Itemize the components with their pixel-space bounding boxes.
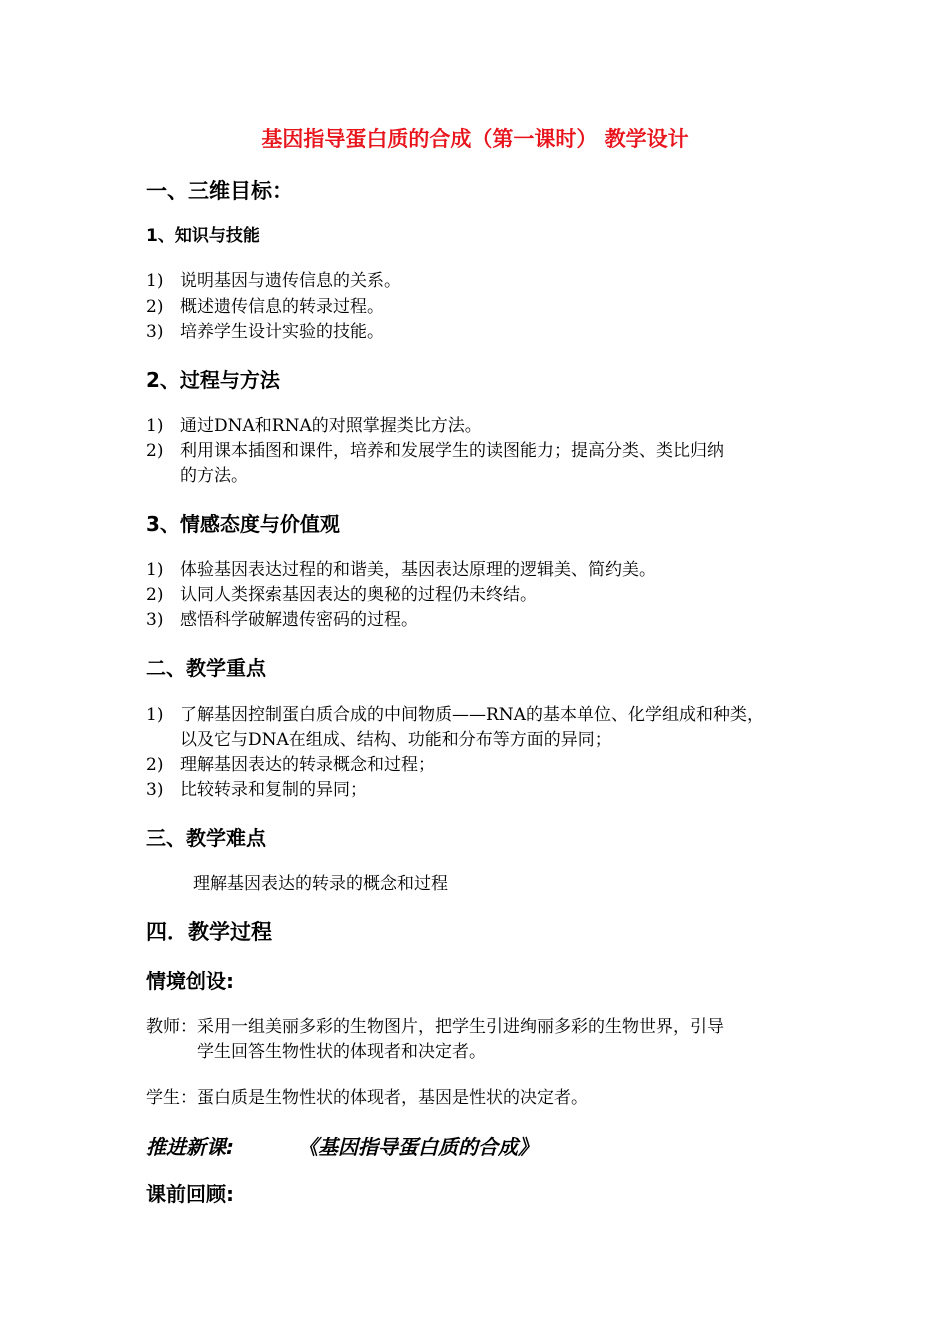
list-item: 2) 利用课本插图和课件，培养和发展学生的读图能力；提高分类、类比归纳 [146,441,724,461]
subsection-heading-knowledge: 1、知识与技能 [146,226,260,246]
list-item: 3) 比较转录和复制的异同； [146,780,367,800]
section-heading-difficulties: 三、教学难点 [146,826,266,850]
list-item: 1) 通过DNA和RNA的对照掌握类比方法。 [146,416,482,436]
subsection-heading-attitude: 3、情感态度与价值观 [146,512,340,536]
list-item-continuation: 以及它与DNA在组成、结构、功能和分布等方面的异同； [180,730,612,750]
scenario-heading: 情境创设: [146,969,234,993]
new-lesson-label: 推进新课: [146,1135,234,1159]
list-item: 3) 感悟科学破解遗传密码的过程。 [146,610,418,630]
section-heading-goals: 一、三维目标： [146,179,293,203]
document-title: 基因指导蛋白质的合成（第一课时） 教学设计 [261,127,689,151]
section-heading-teaching-process: 四．教学过程 [146,920,272,944]
section-heading-key-points: 二、教学重点 [146,656,266,680]
review-heading: 课前回顾: [146,1182,234,1206]
list-item: 3) 培养学生设计实验的技能。 [146,322,384,342]
list-item: 2) 概述遗传信息的转录过程。 [146,297,384,317]
list-item: 1) 了解基因控制蛋白质合成的中间物质——RNA的基本单位、化学组成和种类， [146,705,764,725]
list-item: 2) 认同人类探索基因表达的奥秘的过程仍未终结。 [146,585,537,605]
new-lesson-topic: 《基因指导蛋白质的合成》 [298,1135,538,1159]
list-item: 2) 理解基因表达的转录概念和过程； [146,755,435,775]
subsection-heading-process: 2、过程与方法 [146,368,280,392]
teacher-line: 教师：采用一组美丽多彩的生物图片，把学生引进绚丽多彩的生物世界，引导 [146,1017,724,1037]
list-item-continuation: 的方法。 [180,466,248,486]
difficulty-text: 理解基因表达的转录的概念和过程 [193,874,448,894]
teacher-line-continuation: 学生回答生物性状的体现者和决定者。 [197,1042,486,1062]
student-line: 学生：蛋白质是生物性状的体现者，基因是性状的决定者。 [146,1088,588,1108]
list-item: 1) 说明基因与遗传信息的关系。 [146,271,401,291]
list-item: 1) 体验基因表达过程的和谐美，基因表达原理的逻辑美、简约美。 [146,560,656,580]
